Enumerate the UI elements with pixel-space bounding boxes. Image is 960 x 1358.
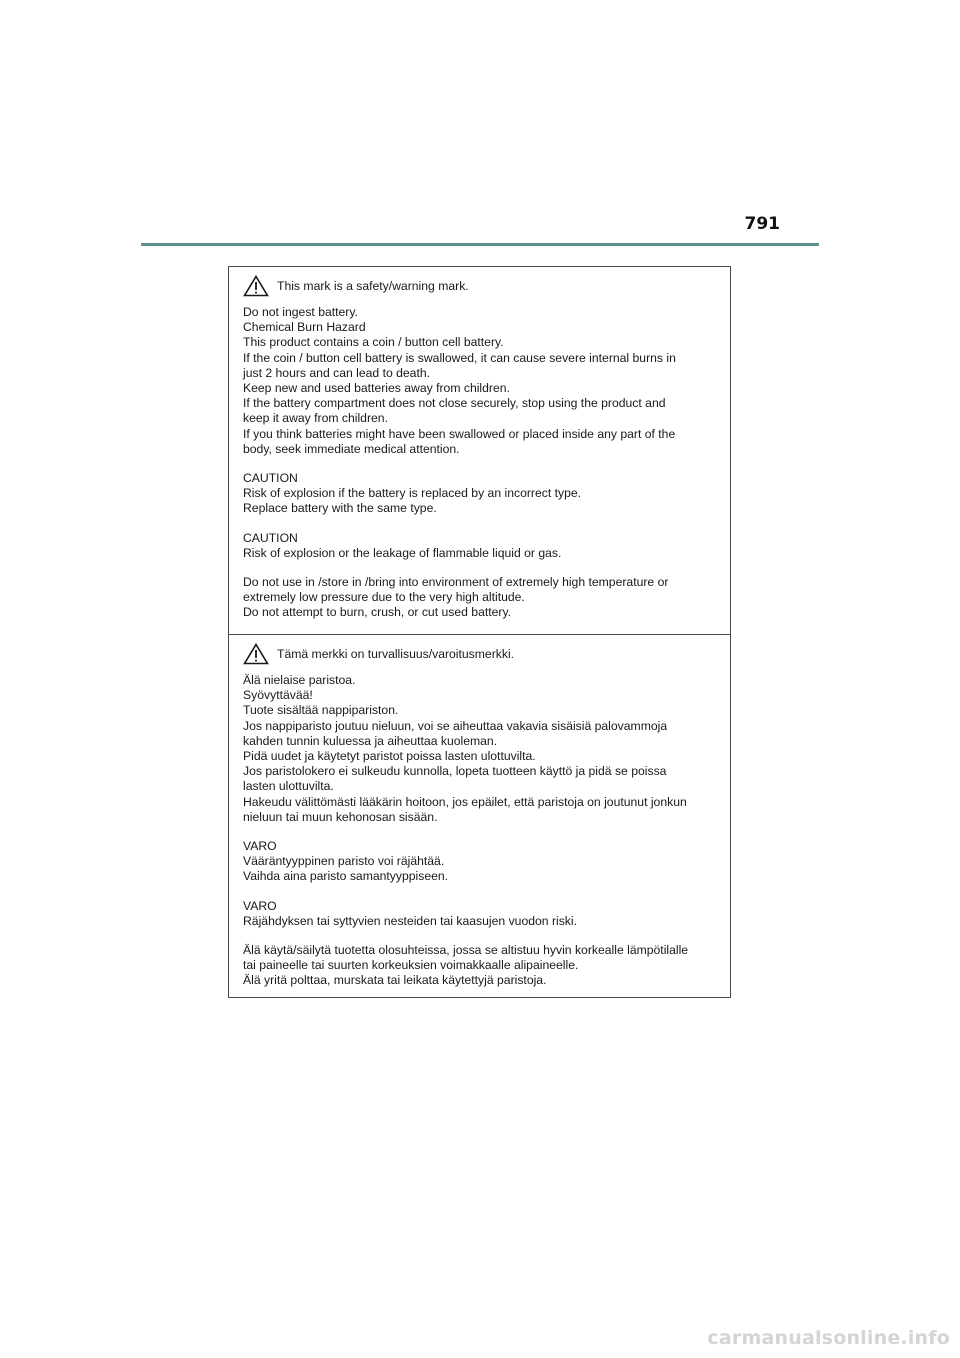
text-line: Risk of explosion if the battery is replaced by an incorrect type. bbox=[243, 486, 582, 501]
text-line: Älä yritä polttaa, murskata tai leikata käytettyjä paristoja. bbox=[243, 973, 547, 988]
text-line: tai paineelle tai suurten korkeuksien voimakkaalle alipaineelle. bbox=[243, 958, 579, 973]
paragraph bbox=[243, 471, 720, 517]
paragraphs bbox=[243, 673, 720, 989]
finnish-section bbox=[243, 643, 720, 1003]
warning-triangle-icon bbox=[243, 275, 269, 297]
text-line: VARO bbox=[243, 898, 277, 913]
text-line: Räjähdyksen tai syttyvien nesteiden tai kaasujen vuodon riski. bbox=[243, 913, 577, 928]
text-line: Do not attempt to burn, crush, or cut used battery. bbox=[243, 605, 512, 620]
text-line: Do not use in /store in /bring into environment of extremely high temperature or bbox=[243, 575, 669, 590]
page-number: 791 bbox=[744, 214, 780, 234]
section-divider bbox=[229, 634, 730, 635]
text-line: Replace battery with the same type. bbox=[243, 501, 437, 516]
text-line: body, seek immediate medical attention. bbox=[243, 441, 460, 456]
text-line: Syövyttävää! bbox=[243, 688, 313, 703]
text-line: VARO bbox=[243, 839, 277, 854]
text-line: Jos nappiparisto joutuu nieluun, voi se aiheuttaa vakavia sisäisiä palovammoja bbox=[243, 718, 668, 733]
paragraph bbox=[243, 943, 720, 989]
text-line: CAUTION bbox=[243, 471, 298, 486]
paragraph bbox=[243, 839, 720, 885]
mark-label: This mark is a safety/warning mark. bbox=[277, 279, 469, 293]
text-line: Älä nielaise paristoa. bbox=[243, 673, 356, 687]
text-line: lasten ulottuvilta. bbox=[243, 779, 334, 794]
text-line: nieluun tai muun kehonosan sisään. bbox=[243, 809, 438, 824]
text-line: just 2 hours and can lead to death. bbox=[243, 365, 431, 380]
text-line: If the battery compartment does not close securely, stop using the product and bbox=[243, 396, 666, 411]
text-line: Keep new and used batteries away from children. bbox=[243, 381, 510, 396]
text-line: Vääräntyyppinen paristo voi räjähtää. bbox=[243, 854, 445, 869]
text-line: Tuote sisältää nappipariston. bbox=[243, 703, 399, 718]
mark-label: Tämä merkki on turvallisuus/varoitusmerkki. bbox=[277, 647, 515, 661]
text-line: kahden tunnin kuluessa ja aiheuttaa kuoleman. bbox=[243, 733, 498, 748]
battery-warning-notice bbox=[228, 266, 731, 998]
text-line: Hakeudu välittömästi lääkärin hoitoon, jos epäilet, että paristoja on joutunut jonkun bbox=[243, 794, 687, 809]
text-line: Do not ingest battery. bbox=[243, 305, 358, 319]
mark-row bbox=[243, 643, 720, 665]
text-line: Chemical Burn Hazard bbox=[243, 320, 366, 335]
text-line: Jos paristolokero ei sulkeudu kunnolla, lopeta tuotteen käyttö ja pidä se poissa bbox=[243, 764, 667, 779]
paragraph bbox=[243, 305, 720, 457]
paragraph bbox=[243, 531, 720, 561]
paragraph bbox=[243, 575, 720, 621]
text-line: If you think batteries might have been swallowed or placed inside any part of the bbox=[243, 426, 676, 441]
paragraphs bbox=[243, 305, 720, 621]
watermark: carmanualsonline.info bbox=[707, 1327, 950, 1349]
header-rule bbox=[141, 243, 819, 246]
text-line: Älä käytä/säilytä tuotetta olosuhteissa, jossa se altistuu hyvin korkealle lämpötilalle bbox=[243, 943, 689, 958]
mark-row bbox=[243, 275, 720, 297]
text-line: CAUTION bbox=[243, 530, 298, 545]
text-line: This product contains a coin / button cell battery. bbox=[243, 335, 504, 350]
text-line: Risk of explosion or the leakage of flammable liquid or gas. bbox=[243, 545, 562, 560]
paragraph bbox=[243, 673, 720, 825]
text-line: extremely low pressure due to the very high altitude. bbox=[243, 590, 525, 605]
text-line: keep it away from children. bbox=[243, 411, 388, 426]
text-line: Vaihda aina paristo samantyyppiseen. bbox=[243, 869, 449, 884]
english-section bbox=[243, 275, 720, 635]
text-line: Pidä uudet ja käytetyt paristot poissa lasten ulottuvilta. bbox=[243, 749, 536, 764]
warning-triangle-icon bbox=[243, 643, 269, 665]
text-line: If the coin / button cell battery is swallowed, it can cause severe internal burns in bbox=[243, 350, 676, 365]
paragraph bbox=[243, 899, 720, 929]
